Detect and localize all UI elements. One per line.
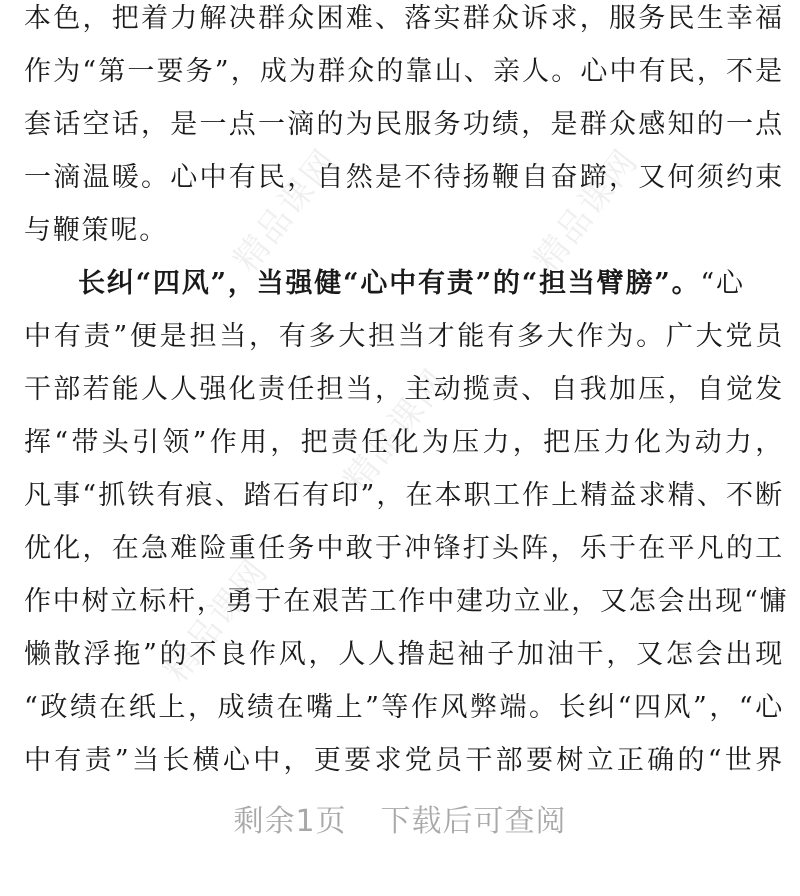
text-line: 懒散浮拖”的不良作风，人人撸起袖子加油干，又怎会出现 (24, 639, 784, 670)
text-line: “政绩在纸上，成绩在嘴上”等作风弊端。长纠“四风”，“心 (24, 692, 784, 723)
text-line: 本色，把着力解决群众困难、落实群众诉求，服务民生幸福 (24, 3, 784, 34)
text-line: 一滴温暖。心中有民，自然是不待扬鞭自奋蹄，又何须约束 (24, 162, 784, 193)
text-line: 中有责”当长横心中，更要求党员干部要树立正确的“世界 (24, 745, 784, 776)
text-line: 与鞭策呢。 (24, 215, 168, 246)
watermark: 精品课网 (226, 141, 347, 280)
document-body (24, 0, 789, 787)
watermark: 精品课网 (156, 551, 277, 690)
text-line: 作为“第一要务”，成为群众的靠山、亲人。心中有民，不是 (24, 56, 784, 87)
text-line: 凡事“抓铁有痕、踏石有印”，在本职工作上精益求精、不断 (24, 480, 784, 511)
text-line: 挥“带头引领”作用，把责任化为压力，把压力化为动力， (24, 427, 784, 458)
text-line: 中有责”便是担当，有多大担当才能有多大作为。广大党员 (24, 321, 784, 352)
text-line: 作中树立标杆，勇于在艰苦工作中建功立业，又怎会出现“慵 (24, 586, 789, 617)
paragraph-heading-line (24, 257, 784, 310)
download-prompt[interactable] (0, 796, 800, 840)
remaining-pages-text: 剩余1页 (233, 804, 347, 839)
watermark: 精品课网 (526, 141, 647, 280)
watermark: 精品课网 (336, 361, 457, 500)
text-line: 优化，在急难险重任务中敢于冲锋打头阵，乐于在平凡的工 (24, 533, 784, 564)
text-line: 干部若能人人强化责任担当，主动揽责、自我加压，自觉发 (24, 374, 784, 405)
download-hint-text: 下载后可查阅 (380, 804, 567, 839)
text-fragment: “心 (700, 268, 745, 299)
paragraph-heading: 长纠“四风”，当强健“心中有责”的“担当臂膀”。 (78, 268, 701, 299)
text-line: 套话空话，是一点一滴的为民服务功绩，是群众感知的一点 (24, 109, 784, 140)
